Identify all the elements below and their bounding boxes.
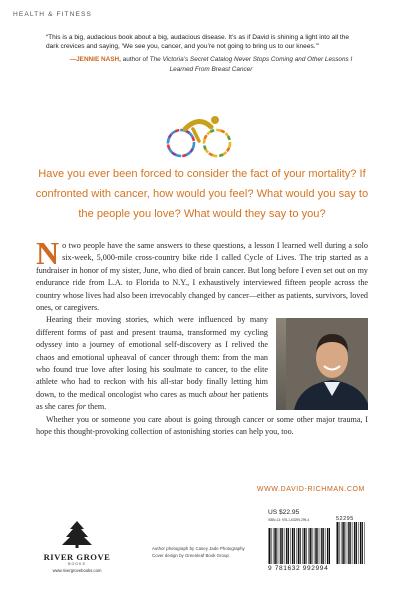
cycle-of-lives-logo xyxy=(163,103,235,163)
paragraph-2-emphasis-2: for xyxy=(76,402,86,412)
paragraph-2 xyxy=(36,314,368,413)
endorsement-quote: “This is a big, audacious book about a big, audacious disease. It’s as if David is shining a light into all the dark crevices and saying, ‘We see you, cancer, and you’re not going to bring us to our knees.’” xyxy=(46,34,350,51)
book-description xyxy=(36,235,368,439)
paragraph-2-text-c: them. xyxy=(85,402,107,412)
author-website: WWW.DAVID-RICHMAN.COM xyxy=(256,486,365,493)
paragraph-1 xyxy=(36,235,368,314)
bicycle-rider-icon xyxy=(168,116,230,156)
photo-credit: Author photograph by Casey Jade Photography xyxy=(152,546,245,551)
barcode-digits: 9 781632 992994 xyxy=(268,565,329,572)
endorser-name: —JENNIE NASH, xyxy=(69,56,121,63)
paragraph-1-text: o two people have the same answers to these questions, a lesson I learned well during a solo six-week, 5,000-mile cross-country bike ride I called Cycle of Lives. The trip started as a fundraiser in honor of my sister, June, who died of brain cancer. But long before I even set out on my endurance ride from L.A. to Florida to N.Y., I exhaustively interviewed fifteen people across the country whose lives had also been irrevocably changed by cancer—either as patients, survivors, loved ones, or caregivers. xyxy=(36,241,368,313)
author-photo xyxy=(276,318,368,410)
endorsement-attribution xyxy=(66,55,356,74)
price: US $22.95 xyxy=(268,509,300,516)
barcode-addon-bars xyxy=(336,522,366,564)
endorser-author-of: author of xyxy=(122,56,148,63)
paragraph-2-text-b: her patients as she cares xyxy=(36,389,268,412)
paragraph-2-emphasis-1: about xyxy=(209,389,228,399)
tree-icon xyxy=(56,520,98,548)
publisher-url: www.rivergrovebooks.com xyxy=(52,568,102,573)
author-portrait-image xyxy=(286,318,368,410)
barcode-addon-number: 52295 xyxy=(336,516,354,522)
drop-cap: N xyxy=(36,235,60,271)
publisher-name-line-2: BOOKS xyxy=(68,562,86,566)
category-label: HEALTH & FITNESS xyxy=(13,11,93,18)
publisher-name: RIVER GROVE xyxy=(43,552,111,562)
endorser-book-title: The Victoria’s Secret Catalog Never Stops Coming and Other Lessons I Learned From Breast Cancer xyxy=(149,56,353,73)
isbn-text: ISBN-13: 978-1-63299-299-4 xyxy=(268,518,310,522)
design-credit: Cover design by Greenleaf Book Group xyxy=(152,553,229,558)
credits xyxy=(152,545,245,559)
publisher-logo xyxy=(42,520,112,573)
barcode-main-bars xyxy=(268,528,332,564)
paragraph-3: Whether you or someone you care about is going through cancer or some other major trauma, I hope this thought-provoking collection of astonishing stories can help you, too. xyxy=(36,414,368,437)
headline-questions: Have you ever been forced to consider the fact of your mortality? If confronted with cancer, how would you feel? What would you say to the people you love? What would they say to you? xyxy=(35,168,369,220)
barcode xyxy=(268,518,366,582)
paragraph-2-text-a: Hearing their moving stories, which were influenced by many different forms of past and present trauma, transformed my cycling odyssey into a journey of emotional self-discovery as I relived the chaos and emotional upheaval of cancer through them: from the man who found true love after losing his soulmate to cancer, to the elite athlete who had to reckon with his all-star body finally letting him down, to the medical oncologist who cares as much xyxy=(36,315,268,399)
